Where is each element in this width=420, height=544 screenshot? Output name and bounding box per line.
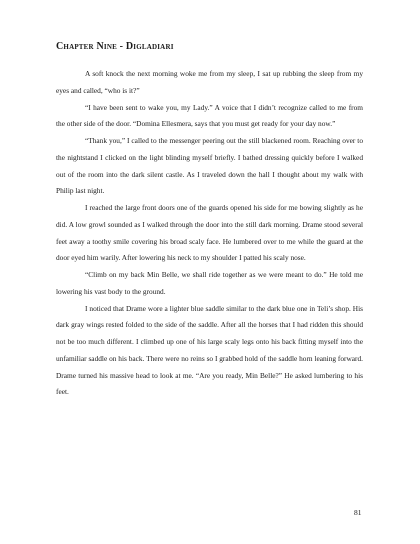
paragraph: I reached the large front doors one of the guards opened his side for me bowing slightly as he did. A low growl sounded as I walked through the door into the still dark morning. Drame stood several feet away a toothy smile covering his broad scaly face. He lumbered over to me while the guard at the door eyed him warily. After lowering his neck to my shoulder I patted his scaly nose. bbox=[56, 203, 363, 263]
page-number: 81 bbox=[354, 508, 362, 517]
chapter-title: Chapter Nine - Digladiari bbox=[56, 41, 174, 52]
paragraph: I noticed that Drame wore a lighter blue saddle similar to the dark blue one in Teli’s shop. His dark gray wings rested folded to the side of the saddle. After all the horses that I had ridden this should not be too much different. I climbed up one of his large scaly legs onto his back fitting myself into the unfamiliar saddle on his back. There were no reins so I grabbed hold of the saddle horn leaning forward. Drame turned his massive head to look at me. “Are you ready, Min Belle?” He asked lumbering to his feet. bbox=[56, 303, 363, 397]
paragraph: “Thank you,” I called to the messenger peering out the still blackened room. Reaching over to the nightstand I clicked on the light blinding myself briefly. I bathed dressing quickly before I walked out of the room into the dark silent castle. As I traveled down the hall I thought about my walk with Philip last night. bbox=[56, 136, 363, 196]
paragraph: A soft knock the next morning woke me from my sleep, I sat up rubbing the sleep from my eyes and called, “who is it?” bbox=[56, 69, 363, 95]
paragraph: “Climb on my back Min Belle, we shall ride together as we were meant to do.” He told me lowering his vast body to the ground. bbox=[56, 270, 363, 296]
paragraph: “I have been sent to wake you, my Lady.” A voice that I didn’t recognize called to me from the other side of the door. “Domina Ellesmera, says that you must get ready for your day now.” bbox=[56, 102, 363, 129]
chapter-body bbox=[56, 66, 363, 401]
